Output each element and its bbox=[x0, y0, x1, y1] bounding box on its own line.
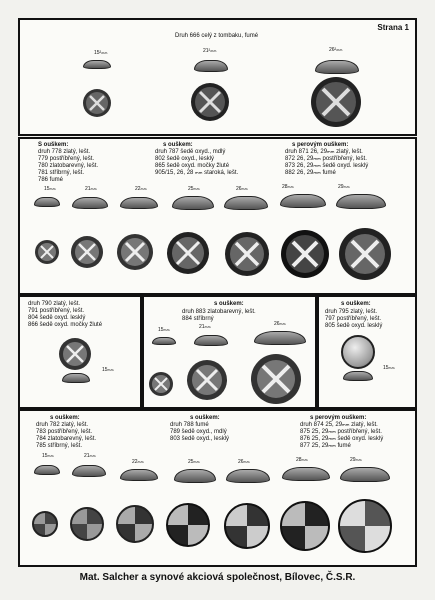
section-2-frame bbox=[18, 137, 417, 295]
col1-line: druh 790 zlatý, lešt. bbox=[28, 301, 81, 307]
size-label: 15ₘₘ bbox=[383, 365, 395, 371]
col3-line: 797 postříbřený, lešt. bbox=[325, 316, 382, 322]
button-side-view bbox=[254, 331, 306, 345]
col3-line: druh 795 zlatý, lešt. bbox=[325, 309, 378, 315]
col2-line: 865 šedě oxyd. močky žluté bbox=[155, 163, 230, 169]
col1-line: 783 postříbřený, lešt. bbox=[36, 429, 93, 435]
crossed-swords-button bbox=[148, 371, 174, 397]
size-label: 15²ₘₘ bbox=[94, 50, 108, 56]
col1-line: 779 postříbřený, lešt. bbox=[38, 156, 95, 162]
col1-line: 784 zlatobarevný, lešt. bbox=[36, 436, 97, 442]
size-label: 26²ₘₘ bbox=[329, 47, 343, 53]
button-side-view bbox=[194, 60, 228, 72]
button-side-view bbox=[280, 194, 326, 208]
button-side-view bbox=[343, 371, 373, 381]
crossed-swords-button bbox=[338, 227, 392, 281]
checkered-button bbox=[166, 503, 210, 547]
col3-line: 882 26, 29ₘₘ fumé bbox=[285, 170, 336, 176]
button-side-view bbox=[224, 196, 268, 210]
col3-line: 875 25, 29ₘₘ postříbřený, lešt. bbox=[300, 429, 382, 435]
button-side-view bbox=[226, 469, 270, 483]
button-side-view bbox=[152, 337, 176, 345]
col1-line: druh 778 zlatý, lešt. bbox=[38, 149, 91, 155]
col2-line: 884 stříbrný bbox=[182, 316, 214, 322]
col2-line: 802 šedě oxyd., lesklý bbox=[155, 156, 215, 162]
col1-line: 781 stříbrný, lešt. bbox=[38, 170, 85, 176]
col1-heading: s ouškem: bbox=[50, 415, 80, 421]
button-side-view bbox=[336, 194, 386, 209]
col2-heading: s ouškem: bbox=[163, 142, 193, 148]
col3-heading: s perovým ouškem: bbox=[292, 142, 349, 148]
col1-line: 785 stříbrný, lešt. bbox=[36, 443, 83, 449]
size-label: 28ₘₘ bbox=[296, 457, 308, 463]
col3-heading: s perovým ouškem: bbox=[310, 415, 367, 421]
button-side-view bbox=[62, 373, 90, 383]
crossed-swords-button bbox=[166, 231, 210, 275]
col2-line: druh 788 fumé bbox=[170, 422, 209, 428]
col1-line: 866 šedě oxyd. močky žluté bbox=[28, 322, 103, 328]
button-side-view bbox=[340, 467, 390, 482]
button-side-view bbox=[120, 469, 158, 481]
crossed-swords-button bbox=[116, 233, 154, 271]
footer-company: Mat. Salcher a synové akciová společnost, Bílovec, Č.S.R. bbox=[79, 572, 356, 583]
size-label: 15ₘₘ bbox=[102, 367, 114, 373]
col2-line: 789 šedě oxyd., mdlý bbox=[170, 429, 227, 435]
button-side-view bbox=[72, 465, 106, 477]
size-label: 15ₘₘ bbox=[158, 327, 170, 333]
button-side-view bbox=[34, 197, 60, 207]
section-top-frame bbox=[18, 18, 417, 136]
size-label: 21ₘₘ bbox=[85, 186, 97, 192]
col3-line: 876 25, 29ₘₘ šedě oxyd. lesklý bbox=[300, 436, 384, 442]
size-label: 21ₘₘ bbox=[199, 324, 211, 330]
crossed-swords-button bbox=[280, 229, 330, 279]
section-4-frame bbox=[18, 409, 417, 567]
col2-line: 803 šedě oxyd., lesklý bbox=[170, 436, 230, 442]
section-3-middle-frame bbox=[142, 295, 317, 409]
section-3-right-frame bbox=[317, 295, 417, 409]
button-side-view bbox=[120, 197, 158, 209]
checkered-button bbox=[338, 499, 392, 553]
button-side-view bbox=[172, 196, 214, 210]
size-label: 21ₘₘ bbox=[84, 453, 96, 459]
crossed-swords-button bbox=[190, 82, 230, 122]
checkered-button bbox=[224, 503, 270, 549]
button-side-view bbox=[72, 197, 108, 209]
col3-line: 872 26, 29ₘₘ postříbřený, lešt. bbox=[285, 156, 367, 162]
button-side-view bbox=[174, 469, 216, 483]
checkered-button bbox=[32, 511, 58, 537]
size-label: 25ₘₘ bbox=[188, 186, 200, 192]
button-side-view bbox=[194, 335, 228, 346]
col1-line: 780 zlatobarevný, lešt. bbox=[38, 163, 99, 169]
size-label: 22ₘₘ bbox=[132, 459, 144, 465]
size-label: 15ₘₘ bbox=[42, 453, 54, 459]
button-side-view bbox=[34, 465, 60, 475]
col3-heading: s ouškem: bbox=[341, 301, 371, 307]
col1-line: 791 postříbřený, lešt. bbox=[28, 308, 85, 314]
button-side-view bbox=[83, 60, 111, 69]
col3-line: druh 871 26, 29ₘₘ zlatý, lešt. bbox=[285, 149, 363, 155]
col1-heading: S ouškem: bbox=[38, 142, 69, 148]
col3-line: 873 26, 29ₘₘ šedě oxyd. lesklý bbox=[285, 163, 369, 169]
col1-line: 804 šedě oxyd. lesklý bbox=[28, 315, 86, 321]
crossed-swords-button bbox=[82, 88, 112, 118]
button-side-view bbox=[282, 467, 330, 481]
button-side-view bbox=[315, 60, 359, 74]
crossed-swords-button bbox=[70, 235, 104, 269]
col2-line: 905/15, 26, 28 ₘₘ staroká, lešt. bbox=[155, 170, 239, 176]
col3-line: 805 šedě oxyd. lesklý bbox=[325, 323, 383, 329]
col2-heading: s ouškem: bbox=[190, 415, 220, 421]
crossed-swords-button bbox=[224, 231, 270, 277]
section-title: Druh 666 celý z tombaku, fumé bbox=[175, 33, 259, 39]
size-label: 26ₘₘ bbox=[236, 186, 248, 192]
col2-line: druh 787 šedě oxyd., mdlý bbox=[155, 149, 226, 155]
crossed-swords-button bbox=[58, 337, 92, 371]
checkered-button bbox=[116, 505, 154, 543]
page-label: Strana 1 bbox=[377, 23, 409, 32]
col1-line: 786 fumé bbox=[38, 177, 64, 183]
size-label: 26ₘₘ bbox=[274, 321, 286, 327]
plain-button bbox=[341, 335, 375, 369]
size-label: 29ₘₘ bbox=[338, 184, 350, 190]
crossed-swords-button bbox=[34, 239, 60, 265]
checkered-button bbox=[70, 507, 104, 541]
checkered-button bbox=[280, 501, 330, 551]
col1-line: druh 782 zlatý, lešt. bbox=[36, 422, 89, 428]
size-label: 26ₘₘ bbox=[238, 459, 250, 465]
size-label: 22ₘₘ bbox=[135, 186, 147, 192]
size-label: 25ₘₘ bbox=[188, 459, 200, 465]
col2-line: druh 883 zlatobarevný, lešt. bbox=[182, 309, 256, 315]
col3-line: 877 25, 29ₘₘ fumé bbox=[300, 443, 351, 449]
crossed-swords-button bbox=[250, 353, 302, 405]
crossed-swords-button bbox=[186, 359, 228, 401]
col3-line: druh 874 25, 29ₘₘ zlatý, lešt. bbox=[300, 422, 378, 428]
size-label: 29ₘₘ bbox=[350, 457, 362, 463]
col2-heading: s ouškem: bbox=[214, 301, 244, 307]
section-3-left-frame bbox=[18, 295, 142, 409]
size-label: 15ₘₘ bbox=[44, 186, 56, 192]
crossed-swords-button bbox=[310, 76, 362, 128]
size-label: 21²ₘₘ bbox=[203, 48, 217, 54]
size-label: 28ₘₘ bbox=[282, 184, 294, 190]
